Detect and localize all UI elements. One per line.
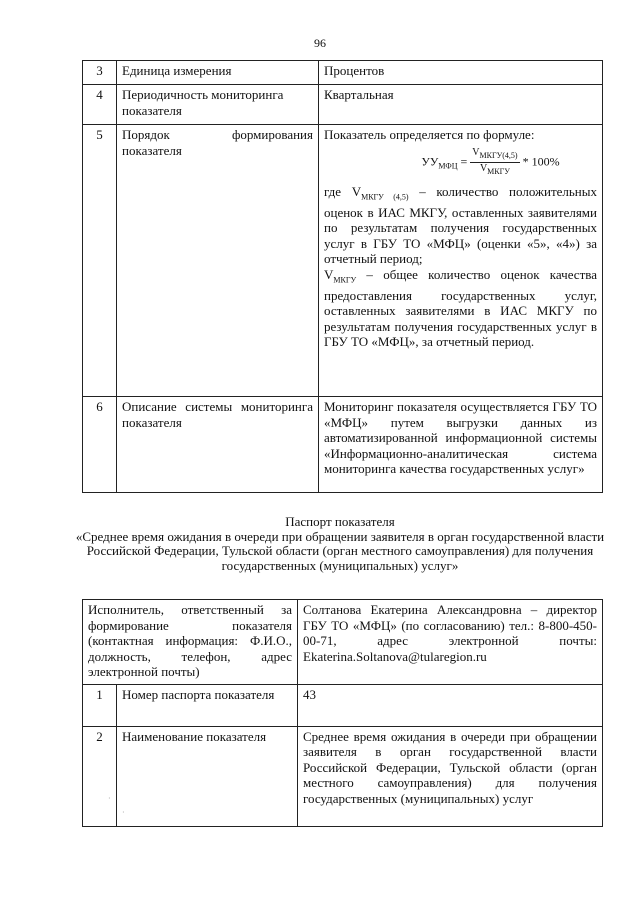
passport-title: Паспорт показателя [285, 514, 395, 529]
row-value: Мониторинг показателя осуществляется ГБУ ТО «МФЦ» путем выгрузки данных из автоматизированной информационной системы «Информационно-аналитическая система мониторинга качества государственных услуг» [319, 397, 603, 493]
formula-definition: где $V_{МКГУ (4,5)}$ – количество положительных оценок в ИАС МКГУ, оставленных заявителями по результатам получения государственных услуг в ГБУ ТО «МФЦ» (оценки «5», «4») за отчетный период; [324, 183, 597, 267]
row-number: 5 [83, 125, 117, 397]
executor-value: Солтанова Екатерина Александровна – директор ГБУ ТО «МФЦ» (по согласованию) тел.: 8-800-450-00-71, адрес электронной почты: Ekaterina.Soltanova@tularegion.ru [298, 600, 603, 685]
passport-heading [70, 515, 610, 573]
row-number: 2 [83, 726, 117, 826]
formula-intro: Показатель определяется по формуле: [324, 127, 535, 142]
table-row [83, 600, 603, 685]
row-number: 3 [83, 61, 117, 85]
scan-speck: · [108, 794, 111, 803]
row-value: 43 [298, 684, 603, 726]
formula-fraction: $\frac{V_{МКГУ(4,5)}}{V_{МКГУ}}$ [472, 146, 518, 176]
row-value [319, 125, 603, 397]
table-row [83, 85, 603, 125]
row-number: 4 [83, 85, 117, 125]
row-value: Среднее время ожидания в очереди при обращении заявителя в орган государственной власти Российской Федерации, Тульской области (орган местного самоуправления) для получения государственных (муниципальных) услуг [298, 726, 603, 826]
table-row [83, 125, 603, 397]
executor-label: Исполнитель, ответственный за формирование показателя (контактная информация: Ф.И.О., должность, телефон, адрес электронной почты) [83, 600, 298, 685]
table-row [83, 684, 603, 726]
row-label: Периодичность мониторинга показателя [117, 85, 319, 125]
row-value: Квартальная [319, 85, 603, 125]
row-number: 1 [83, 684, 117, 726]
row-number: 6 [83, 397, 117, 493]
passport-subtitle: «Среднее время ожидания в очереди при обращении заявителя в орган государственной власти Российской Федерации, Тульской области (орган местного самоуправления) для получения государственных (муниципальных) услуг» [75, 528, 605, 573]
indicator-table [82, 60, 603, 493]
row-label: Описание системы мониторинга показателя [117, 397, 319, 493]
table-row [83, 397, 603, 493]
row-label: Единица измерения [117, 61, 319, 85]
row-label: Наименование показателя [117, 726, 298, 826]
scan-speck: · [122, 808, 125, 817]
formula-definition: $V_{МКГУ}$ – общее количество оценок качества предоставления государственных услуг, оставленных заявителями в ИАС МКГУ по результатам получения государственных услуг в ГБУ ТО «МФЦ», за отчетный период. [324, 266, 597, 350]
passport-table [82, 599, 603, 827]
row-label: Порядок формирования показателя [117, 125, 319, 397]
row-label: Номер паспорта показателя [117, 684, 298, 726]
table-row [83, 726, 603, 826]
formula: $УУ_{МФЦ}$ = $\frac{V_{МКГУ(4,5)}}{V_{МКГУ}}$ * 100% [421, 146, 560, 176]
row-value: Процентов [319, 61, 603, 85]
table-row [83, 61, 603, 85]
page-number: 96 [314, 36, 326, 50]
